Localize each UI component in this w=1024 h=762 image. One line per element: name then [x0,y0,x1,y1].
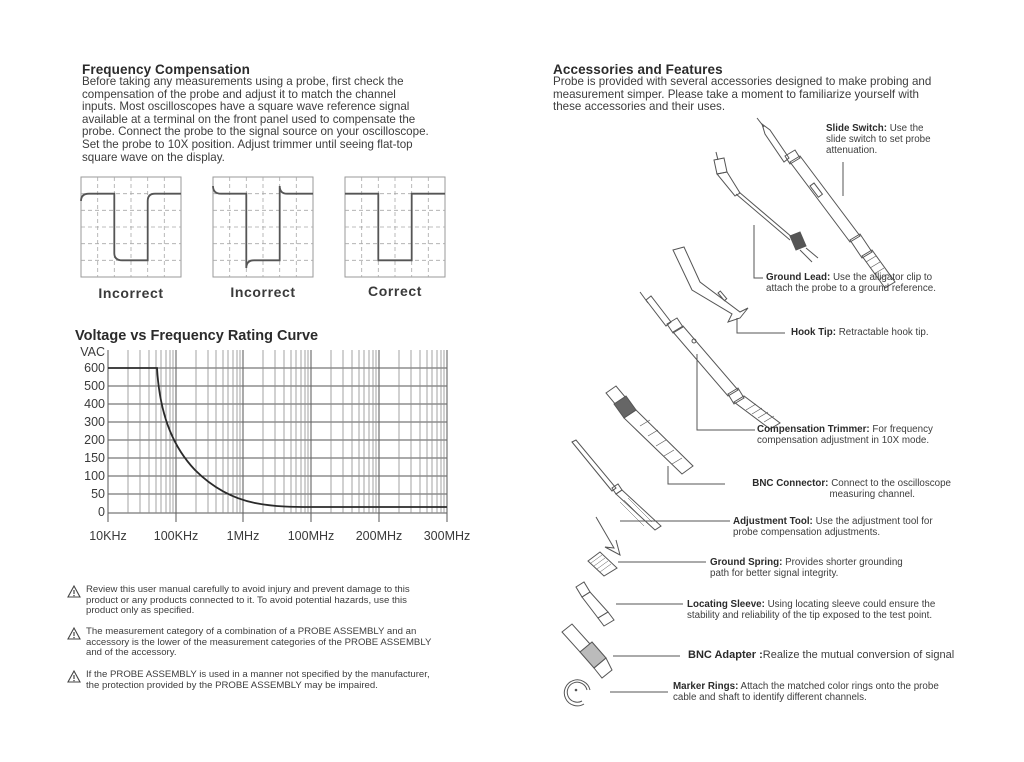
callout-text: path for better signal integrity. [710,568,839,579]
y-tick: 300 [84,415,105,429]
callout-ground-lead [766,272,936,294]
locating-sleeve-icon [576,582,614,626]
text-line: product only as specified. [86,605,195,617]
text-line: Probe is provided with several accessories designed to make probing and [553,75,932,88]
y-tick: 500 [84,379,105,393]
text-line: and of the accessory. [86,647,177,659]
callout-bnc-connector [731,478,951,500]
text-line: the protection provided by the PROBE ASSEMBLY may be impaired. [86,679,378,691]
callout-title: Locating Sleeve: [687,599,765,610]
text-line: square wave on the display. [82,150,225,164]
callout-text: Realize the mutual conversion of signal [762,649,955,661]
x-tick: 300MHz [423,529,471,543]
x-tick: 1MHz [226,529,260,543]
callout-locating-sleeve [687,599,935,621]
hook-tip-icon [673,247,748,322]
callout-text: Use the alligator clip to [832,272,933,283]
text-line: Set the probe to 10X position. Adjust trimmer until seeing flat-top [82,137,413,151]
callout-text: measuring channel. [829,489,915,500]
callout-compensation-trimmer [757,424,933,446]
text-line: Review this user manual carefully to avoid injury and prevent damage to this [86,584,410,595]
text-line: measurement simper. Please take a moment to familiarize yourself with [553,87,919,101]
y-tick: 600 [84,361,105,375]
text-line: inputs. Most oscilloscopes have a square wave reference signal [82,100,410,114]
x-tick: 10KHz [89,529,127,543]
callout-text: Using locating sleeve could ensure the [767,599,936,610]
callout-title: Marker Rings: [673,681,739,692]
ground-lead-icon [714,152,818,262]
probe-compensation-icon [640,292,780,429]
chart-title: Voltage vs Frequency Rating Curve [75,328,319,344]
y-tick: 150 [84,451,105,465]
callout-title: Ground Spring: [710,557,783,568]
x-tick: 100KHz [153,529,199,543]
callout-text: attenuation. [826,145,878,156]
callout-title: Ground Lead: [766,272,831,283]
callout-text: Attach the matched color rings onto the probe [740,681,939,692]
callout-title: Hook Tip: [791,327,836,338]
callout-slide-switch [826,123,931,156]
bnc-connector-icon [606,386,693,474]
callout-hook-tip [791,327,929,338]
text-line: Before taking any measurements using a probe, first check the [82,75,404,88]
callout-title: Compensation Trimmer: [757,424,870,435]
text-line: product or any products connected to it. To avoid potential hazards, use this [86,594,407,606]
callout-text: Connect to the oscilloscope [831,478,951,489]
callout-ground-spring [710,557,903,579]
callout-text: attach the probe to a ground reference. [766,283,936,294]
y-tick: 400 [84,397,105,411]
adjustment-tool-icon [572,440,661,530]
callout-text: Use the [889,123,924,134]
callout-text: Retractable hook tip. [838,327,929,338]
text-line: probe. Connect the probe to the signal source on your oscilloscope. [82,125,429,139]
ground-spring-icon [588,517,620,576]
x-tick: 100MHz [287,529,335,543]
callout-text: Provides shorter grounding [785,557,903,568]
text-line: accessory is the lower of the measurement categories of the PROBE ASSEMBLY [86,636,432,648]
text-line: The measurement category of a combination of a PROBE ASSEMBLY and an [86,626,417,637]
callout-text: For frequency [872,424,933,435]
text-line: available at a terminal on the front panel used to compensate the [82,112,416,126]
text-line: If the PROBE ASSEMBLY is used in a manner not specified by the manufacturer, [86,669,430,680]
frequency-compensation-heading: Frequency Compensation [82,62,250,77]
callout-adjustment-tool [733,516,933,538]
y-tick: 200 [84,433,105,447]
x-tick: 200MHz [355,529,403,543]
callout-bnc-adapter [688,650,954,661]
bnc-adapter-icon [562,624,612,678]
text-line: these accessories and their uses. [553,100,726,114]
callout-marker-rings [673,681,939,703]
waveform-label: Incorrect [230,284,296,300]
waveform-label: Incorrect [98,285,164,301]
y-axis-label: VAC [80,345,105,359]
accessories-heading: Accessories and Features [553,62,723,77]
y-tick: 50 [91,487,105,501]
marker-rings-icon [564,680,590,706]
y-tick: 0 [98,505,105,519]
callout-text: slide switch to set probe [826,134,931,145]
callout-title: Adjustment Tool: [733,516,813,527]
callout-text: cable and shaft to identify different channels. [673,692,867,703]
callout-title: BNC Adapter : [688,649,763,661]
callout-title: BNC Connector: [752,478,829,489]
callout-text: stability and reliability of the tip exposed to the test point. [687,610,933,621]
callout-text: compensation adjustment in 10X mode. [757,435,930,446]
callout-title: Slide Switch: [826,123,887,134]
text-line: compensation of the probe and adjust it to match the channel [82,87,396,101]
y-tick: 100 [84,469,105,483]
callout-text: Use the adjustment tool for [815,516,933,527]
waveform-label: Correct [368,283,422,299]
callout-text: probe compensation adjustments. [733,527,881,538]
